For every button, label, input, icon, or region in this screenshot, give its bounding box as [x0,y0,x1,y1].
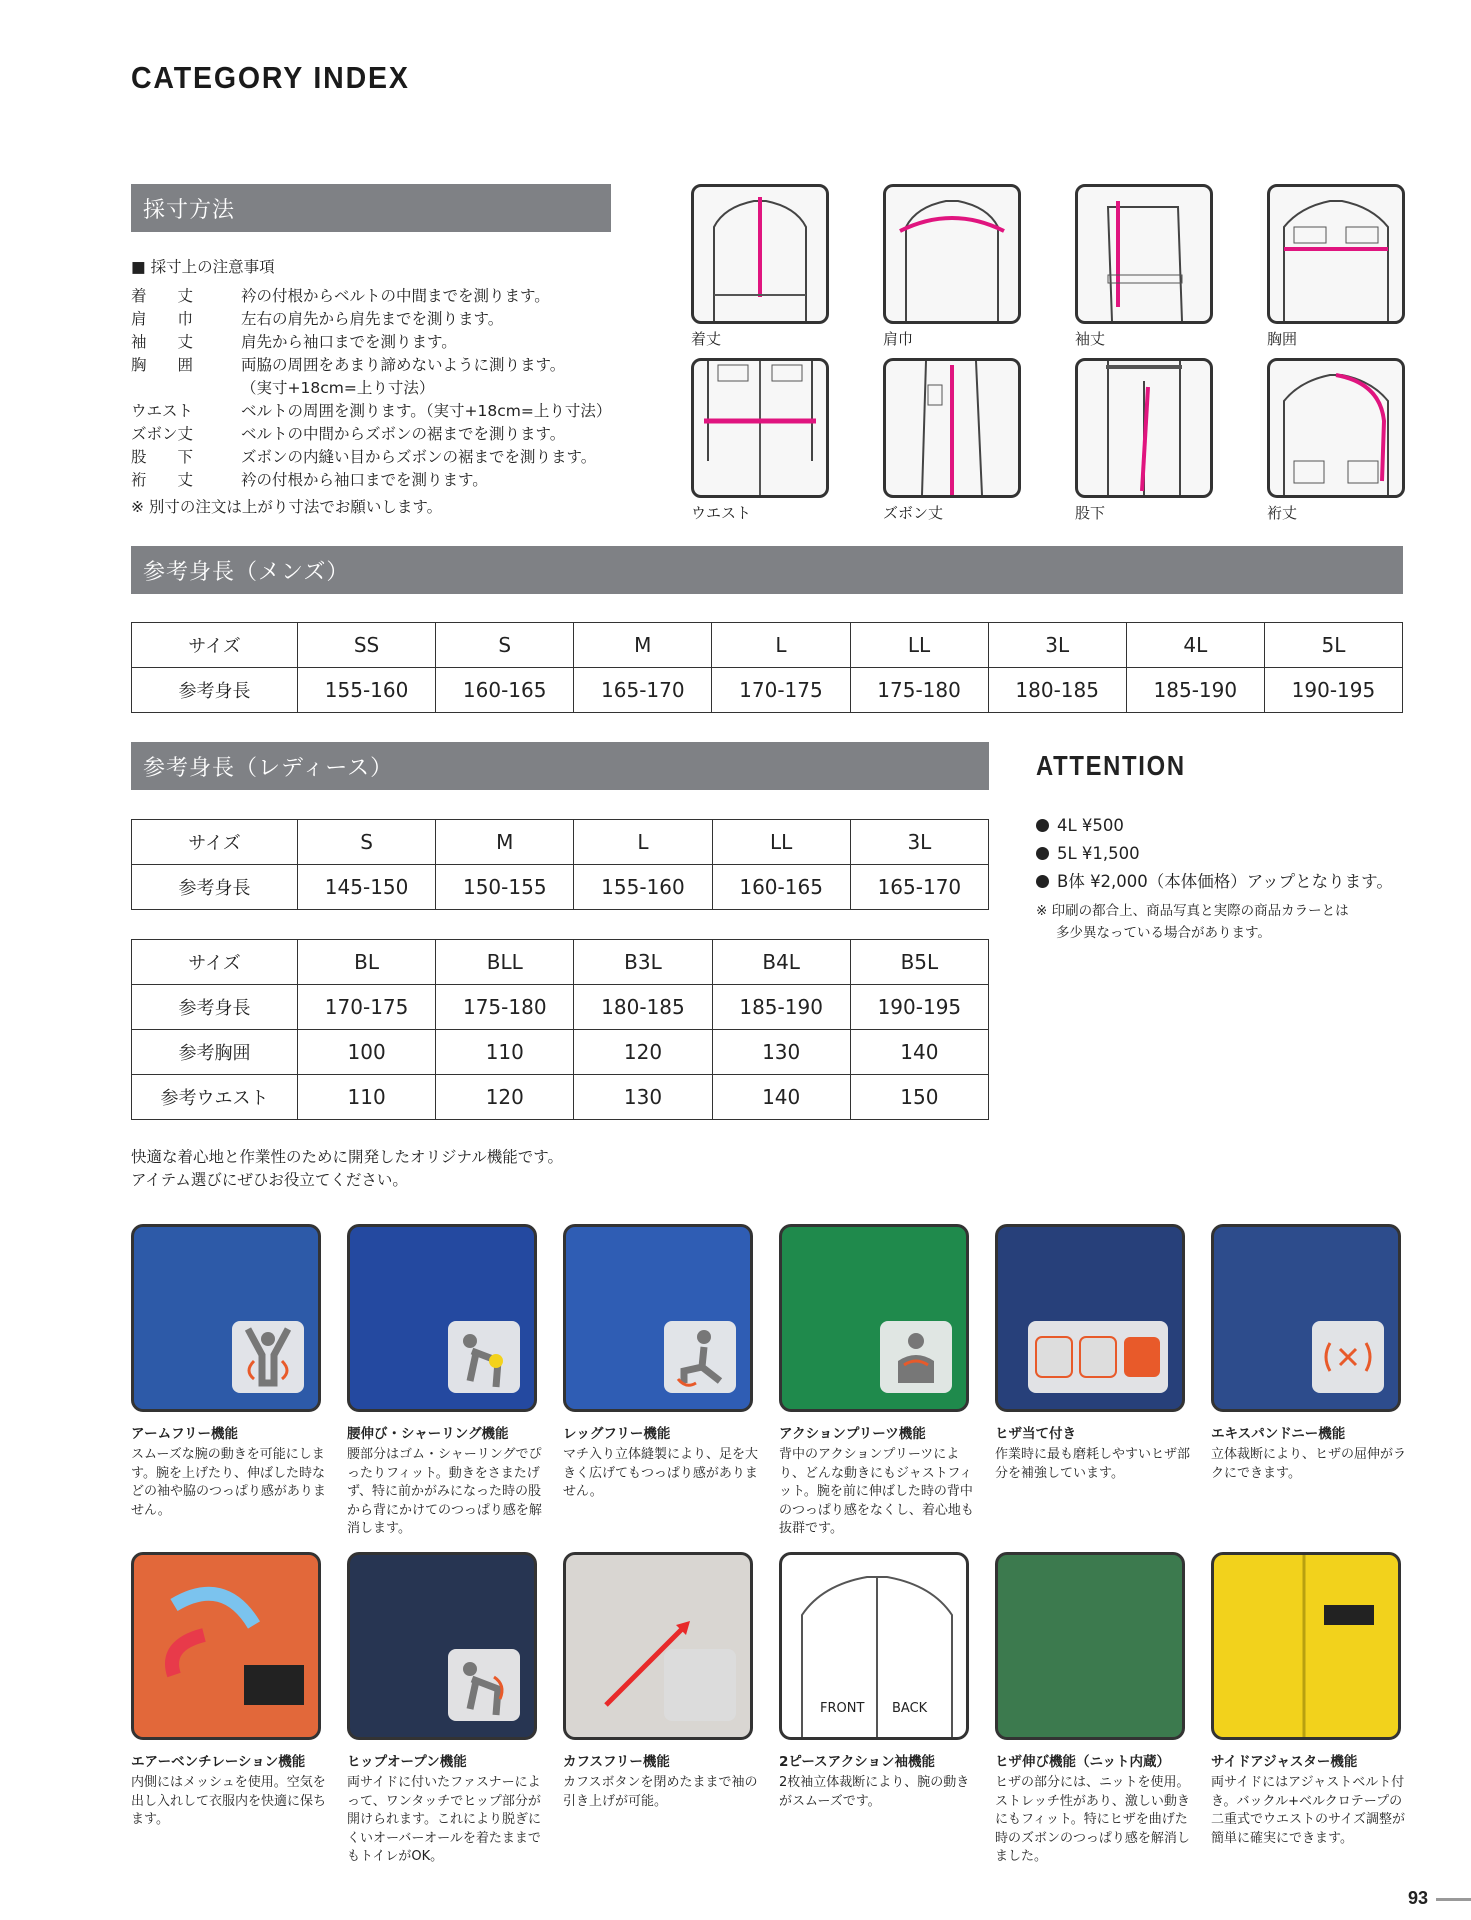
mens-table [131,622,1403,713]
measure-notes [131,256,651,519]
feature-photo [131,1552,321,1740]
fig-kyoui: 胸囲 [1267,184,1407,349]
feature-card: サイドアジャスター機能 両サイドにはアジャストベルト付き。バックル+ベルクロテープの二重式でウエストのサイズ調整が簡単に確実にできます。 [1211,1552,1411,1848]
feature-card: アームフリー機能 スムーズな腕の動きを可能にします。腕を上げたり、伸ばした時などの袖や脇のつっぱり感がありません。 [131,1224,331,1520]
back-label: BACK [892,1701,928,1716]
feature-photo [347,1224,537,1412]
feature-photo [1211,1552,1401,1740]
front-label: FRONT [820,1701,865,1716]
feature-photo [1211,1224,1401,1412]
page-number: 93 [1408,1888,1429,1908]
bullet-icon [1036,875,1049,888]
feature-photo [779,1552,969,1740]
table-row: サイズ S M L LL 3L [132,820,989,865]
fig-yukitake: 裄丈 [1267,358,1407,523]
feature-card: ヒップオープン機能 両サイドに付いたファスナーによって、ワンタッチでヒップ部分が開けられます。これにより脱ぎにくいオーバーオールを着たままでもトイレがOK。 [347,1552,547,1867]
note-row: 肩 巾 左右の肩先から肩先までを測ります。 [131,310,504,328]
fig-waist: ウエスト [691,358,831,523]
table-row: 参考胸囲 100 110 120 130 140 [132,1030,989,1075]
list-item: B体 ¥2,000（本体価格）アップとなります。 [1036,868,1393,896]
list-item: 5L ¥1,500 [1036,840,1393,868]
feature-card: レッグフリー機能 マチ入り立体縫製により、足を大きく広げてもつっぱり感がありません。 [563,1224,763,1502]
feature-photo [779,1224,969,1412]
note-row: （実寸+18cm=上り寸法） [241,379,435,397]
feature-card: ヒザ伸び機能（ニット内蔵） ヒザの部分には、ニットを使用。ストレッチ性があり、激しい動きにもフィット。特にヒザを曲げた時のズボンのつっぱり感を解消しました。 [995,1552,1195,1867]
note-row: 袖 丈 肩先から袖口までを測ります。 [131,333,457,351]
note-row: 着 丈 衿の付根からベルトの中間までを測ります。 [131,287,550,305]
jacket-outline-icon [782,1555,969,1740]
arms-up-icon [232,1321,304,1393]
notes-head: ■ 採寸上の注意事項 [131,258,275,276]
attention-list [1036,812,1393,896]
feature-card: 腰伸び・シャーリング機能 腰部分はゴム・シャーリングでぴったりフィット。動きをさまたげず、特に前かがみになった時の股から背にかけてのつっぱり感を解消します。 [347,1224,547,1539]
attention-note: ※ 印刷の都合上、商品写真と実際の商品カラーとは 多少異なっている場合があります。 [1036,903,1349,941]
feature-photo [563,1224,753,1412]
mens-band: 参考身長（メンズ） [131,546,1403,594]
note-row: ズボン丈 ベルトの中間からズボンの裾までを測ります。 [131,425,566,443]
fig-zubontake: ズボン丈 [883,358,1023,523]
measure-band: 採寸方法 [131,184,611,232]
table-row: サイズ SS S M L LL 3L 4L 5L [132,623,1403,668]
note-row: 胸 囲 両脇の周囲をあまり諦めないように測ります。 [131,356,566,374]
feature-photo [347,1552,537,1740]
note-row: 股 下 ズボンの内縫い目からズボンの裾までを測ります。 [131,448,597,466]
features-intro: 快適な着心地と作業性のために開発したオリジナル機能です。 アイテム選びにぜひお役立てください。 [131,1148,563,1189]
knee-pad-icon [1028,1321,1168,1393]
bending-icon [448,1321,520,1393]
coverall-front-icon [694,361,826,495]
trousers-side-icon [886,361,1018,495]
page-rule [1436,1898,1471,1901]
feature-card: アクションプリーツ機能 背中のアクションプリーツにより、どんな動きにもジャストフィット。腕を前に伸ばした時の背中のつっぱり感をなくし、着心地も抜群です。 [779,1224,979,1539]
feature-photo [995,1552,1185,1740]
fig-sodetake: 袖丈 [1075,184,1215,349]
bullet-icon [1036,847,1049,860]
table-row: サイズ BL BLL B3L B4L B5L [132,940,989,985]
note-row: ウエスト ベルトの周囲を測ります。（実寸+18cm=上り寸法） [131,402,612,420]
back-pleat-icon [880,1321,952,1393]
jacket-front-icon [1270,187,1402,321]
feature-card: エキスパンドニー機能 立体裁断により、ヒザの屈伸がラクにできます。 [1211,1224,1411,1483]
table-row: 参考身長 155-160 160-165 165-170 170-175 175-180 180-185 185-190 190-195 [132,668,1403,713]
feature-photo [995,1224,1185,1412]
table-row: 参考身長 170-175 175-180 180-185 185-190 190-195 [132,985,989,1030]
feature-card: カフスフリー機能 カフスボタンを閉めたままで袖の引き上げが可能。 [563,1552,763,1811]
fig-kitake: 着丈 [691,184,831,349]
ladies-table [131,819,989,910]
feature-photo [563,1552,753,1740]
kneeling-icon [664,1321,736,1393]
bullet-icon [1036,819,1049,832]
jacket-side-icon [1078,187,1210,321]
fig-katahaba: 肩巾 [883,184,1023,349]
feature-card: ヒザ当て付き 作業時に最も磨耗しやすいヒザ部分を補強しています。 [995,1224,1195,1483]
bending-icon [448,1649,520,1721]
fig-matashita: 股下 [1075,358,1215,523]
big-size-table [131,939,989,1120]
attention-title: ATTENTION [1036,750,1186,781]
table-row: 参考ウエスト 110 120 130 140 150 [132,1075,989,1120]
feature-card: エアーベンチレーション機能 内側にはメッシュを使用。空気を出し入れして衣服内を快適に保ちます。 [131,1552,331,1830]
ladies-band: 参考身長（レディース） [131,742,989,790]
jacket-back-icon [694,187,826,321]
page-title: CATEGORY INDEX [131,60,410,95]
note-row: 裄 丈 衿の付根から袖口までを測ります。 [131,471,488,489]
jacket-back-icon [886,187,1018,321]
list-item: 4L ¥500 [1036,812,1393,840]
side-adjuster-icon [1214,1555,1401,1740]
ventilation-arrows-icon [134,1555,321,1740]
table-row: 参考身長 145-150 150-155 155-160 160-165 165-170 [132,865,989,910]
jacket-back-icon [1270,361,1402,495]
feature-photo [131,1224,321,1412]
trousers-front-icon [1078,361,1210,495]
expand-knee-icon [1312,1321,1384,1393]
feature-card: FRONT BACK 2ピースアクション袖機能 2枚袖立体裁断により、腕の動きがスムーズです。 [779,1552,979,1811]
notes-foot: ※ 別寸の注文は上がり寸法でお願いします。 [131,498,443,516]
